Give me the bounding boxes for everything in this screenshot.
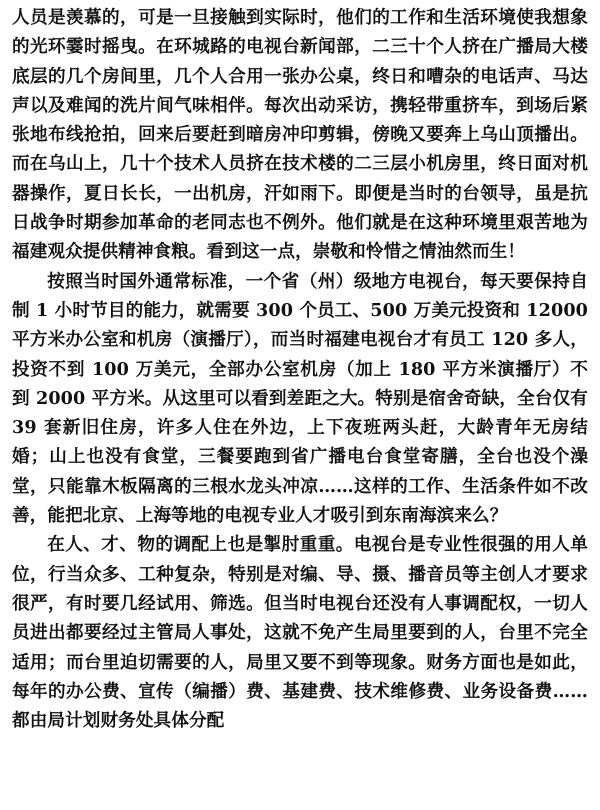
paragraph-2: 按照当时国外通常标准，一个省（州）级地方电视台，每天要保持自制 1 小时节目的能力，就需要 300 个员工、500 万美元投资和 12000 平方米办公室和机房（演播厅），而当时福建电视台才有员工 120 多人，投资不到 100 万美元，全部办公室机房（加上 180 平方米演播厅）不到 2000 平方米。从这里可以看到差距之大。特别是宿舍奇缺，全台仅有 39 套新旧住房，许多人住在外边，上下夜班两头赶，大龄青年无房结婚；山上也没有食堂，三餐要跑到省广播电台食堂寄膳，全台也没个澡堂，只能靠木板隔离的三根水龙头冲凉……这样的工作、生活条件如不改善，能把北京、上海等地的电视专业人才吸引到东南海滨来么？	[12, 270, 588, 527]
paragraph-1: 人员是羡慕的，可是一旦接触到实际时，他们的工作和生活环境使我想象的光环霎时摇曳。在环城路的电视台新闻部，二三十个人挤在广播局大楼底层的几个房间里，几个人合用一张办公桌，终日和嘈杂的电话声、马达声以及难闻的洗片间气味相伴。每次出动采访，携轻带重挤车，到场后紧张地布线抢拍，回来后要赶到暗房冲印剪辑，傍晚又要奔上乌山顶播出。而在乌山上，几十个技术人员挤在技术楼的二三层小机房里，终日面对机器操作，夏日长长，一出机房，汗如雨下。即便是当时的台领导，虽是抗日战争时期参加革命的老同志也不例外。他们就是在这种环境里艰苦地为福建观众提供精神食粮。看到这一点，崇敬和怜惜之情油然而生！	[12, 7, 588, 263]
paragraph-3: 在人、才、物的调配上也是掣肘重重。电视台是专业性很强的用人单位，行当众多、工种复杂，特别是对编、导、摄、播音员等主创人才要求很严，有时要几经试用、筛选。但当时电视台还没有人事调配权，一切人员进出都要经过主管局人事处，这就不免产生局里要到的人，台里不完全适用；而台里迫切需要的人，局里又要不到等现象。财务方面也是如此，每年的办公费、宣传（编播）费、基建费、技术维修费、业务设备费……都由局计划财务处具体分配	[12, 534, 588, 732]
